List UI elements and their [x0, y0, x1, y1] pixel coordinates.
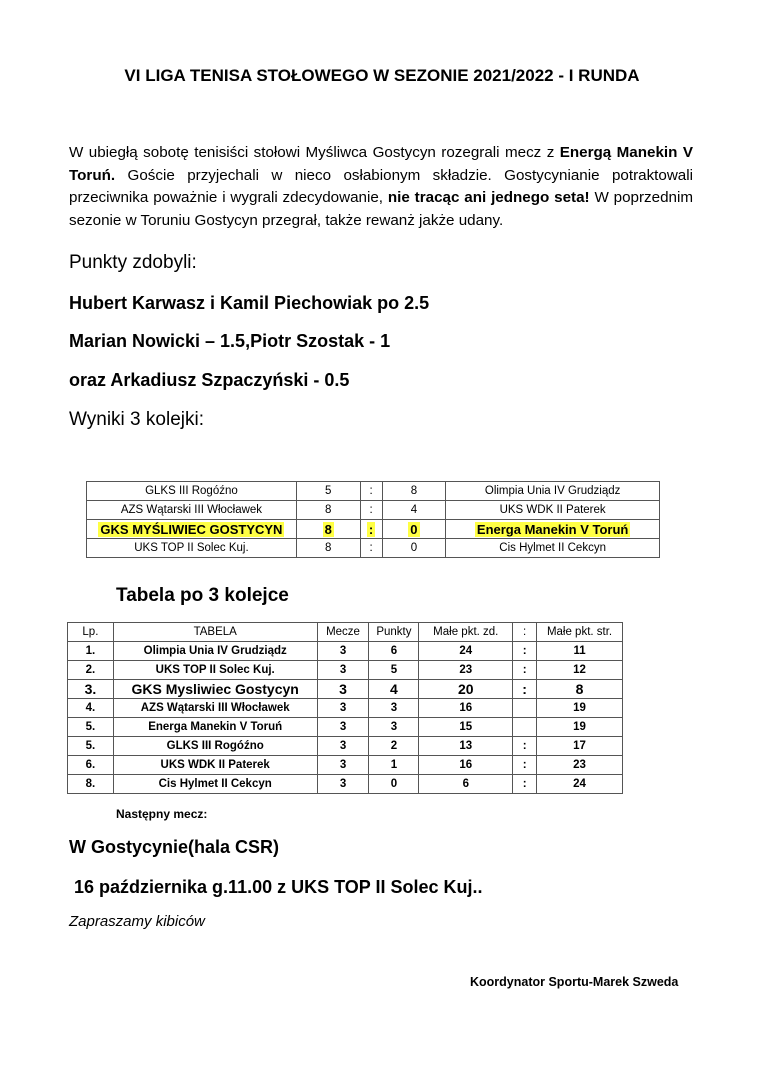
small-points-won-cell: 20 — [419, 680, 513, 699]
separator-cell: : — [513, 661, 537, 680]
table-row — [68, 718, 623, 737]
separator-cell: : — [513, 737, 537, 756]
home-score: 8 — [324, 521, 332, 537]
points-label: Punkty zdobyli: — [69, 252, 197, 273]
away-team: UKS WDK II Paterek — [446, 501, 660, 520]
matches-cell: 3 — [317, 661, 369, 680]
small-points-lost-cell: 19 — [537, 699, 623, 718]
rank-cell: 5. — [68, 737, 114, 756]
scorer-line: Marian Nowicki – 1.5,Piotr Szostak - 1 — [69, 331, 391, 351]
away-team: Olimpia Unia IV Grudziądz — [446, 482, 660, 501]
page-title: VI LIGA TENISA STOŁOWEGO W SEZONIE 2021/2022 - I RUNDA — [124, 66, 640, 85]
table-header-row — [68, 623, 623, 642]
separator-cell: : — [513, 756, 537, 775]
team-cell: UKS TOP II Solec Kuj. — [113, 661, 317, 680]
home-score: 8 — [296, 501, 360, 520]
away-score: 8 — [382, 482, 446, 501]
matches-cell: 3 — [317, 642, 369, 661]
small-points-lost-cell: 24 — [537, 775, 623, 794]
header-cell: TABELA — [113, 623, 317, 642]
header-cell: Mecze — [317, 623, 369, 642]
small-points-won-cell: 16 — [419, 756, 513, 775]
home-score: 5 — [296, 482, 360, 501]
away-team: Energa Manekin V Toruń — [476, 521, 629, 537]
invitation-text: Zapraszamy kibiców — [69, 913, 205, 930]
rank-cell: 6. — [68, 756, 114, 775]
away-team: Cis Hylmet II Cekcyn — [446, 539, 660, 558]
separator-cell — [513, 699, 537, 718]
small-points-won-cell: 16 — [419, 699, 513, 718]
small-points-won-cell: 24 — [419, 642, 513, 661]
matches-cell: 3 — [317, 718, 369, 737]
para-text-2: Goście przyjechali w nieco osłabionym składzie. Gostycynianie potraktowali przeciwnika poważnie i wygrali zdecydowanie, — [69, 166, 693, 206]
away-score: 0 — [410, 521, 418, 537]
small-points-won-cell: 6 — [419, 775, 513, 794]
team-cell: Energa Manekin V Toruń — [113, 718, 317, 737]
table-row — [68, 699, 623, 718]
points-cell: 2 — [369, 737, 419, 756]
small-points-lost-cell: 23 — [537, 756, 623, 775]
small-points-won-cell: 15 — [419, 718, 513, 737]
table-row — [68, 775, 623, 794]
separator-cell: : — [513, 775, 537, 794]
header-cell: Małe pkt. str. — [537, 623, 623, 642]
venue-text: W Gostycynie(hala CSR) — [69, 837, 280, 857]
intro-paragraph — [69, 142, 693, 232]
home-team: GLKS III Rogóźno — [87, 482, 297, 501]
small-points-lost-cell: 11 — [537, 642, 623, 661]
small-points-lost-cell: 8 — [537, 680, 623, 699]
home-team: AZS Wątarski III Włocławek — [87, 501, 297, 520]
next-match-date: 16 października g.11.00 z UKS TOP II Solec Kuj.. — [74, 877, 483, 897]
points-cell: 3 — [369, 699, 419, 718]
small-points-lost-cell: 12 — [537, 661, 623, 680]
standings-title: Tabela po 3 kolejce — [116, 585, 289, 606]
rank-cell: 1. — [68, 642, 114, 661]
separator-cell — [513, 718, 537, 737]
rank-cell: 8. — [68, 775, 114, 794]
header-cell: Punkty — [369, 623, 419, 642]
small-points-won-cell: 13 — [419, 737, 513, 756]
results-label: Wyniki 3 kolejki: — [69, 409, 204, 430]
table-row — [87, 539, 660, 558]
points-cell: 0 — [369, 775, 419, 794]
coordinator-signature: Koordynator Sportu-Marek Szweda — [470, 975, 679, 989]
matches-cell: 3 — [317, 756, 369, 775]
para-text-1: W ubiegłą sobotę tenisiści stołowi Myśliwca Gostycyn rozegrali mecz z — [69, 144, 560, 161]
rank-cell: 3. — [68, 680, 114, 699]
team-cell: GLKS III Rogóźno — [113, 737, 317, 756]
table-row — [87, 482, 660, 501]
team-cell: GKS Mysliwiec Gostycyn — [113, 680, 317, 699]
points-cell: 1 — [369, 756, 419, 775]
points-cell: 4 — [369, 680, 419, 699]
scorer-line: Hubert Karwasz i Kamil Piechowiak po 2.5 — [69, 293, 430, 313]
table-row — [68, 661, 623, 680]
points-cell: 3 — [369, 718, 419, 737]
home-team: GKS MYŚLIWIEC GOSTYCYN — [100, 521, 283, 537]
away-score: 4 — [382, 501, 446, 520]
matches-cell: 3 — [317, 775, 369, 794]
small-points-won-cell: 23 — [419, 661, 513, 680]
table-row — [68, 756, 623, 775]
matches-cell: 3 — [317, 680, 369, 699]
para-bold-1: Energą Manekin V Toruń. — [69, 144, 693, 184]
para-text-3: W poprzednim sezonie w Toruniu Gostycyn przegrał, także rewanż jakże udany. — [69, 189, 693, 229]
points-cell: 5 — [369, 661, 419, 680]
score-separator: : — [368, 521, 374, 537]
table-row — [68, 737, 623, 756]
next-match-label: Następny mecz: — [116, 807, 208, 821]
rank-cell: 2. — [68, 661, 114, 680]
para-bold-2: nie tracąc ani jednego seta! — [387, 189, 590, 206]
rank-cell: 5. — [68, 718, 114, 737]
matches-cell: 3 — [317, 699, 369, 718]
small-points-lost-cell: 19 — [537, 718, 623, 737]
separator-cell: : — [513, 642, 537, 661]
separator-cell: : — [513, 680, 537, 699]
header-cell: Lp. — [68, 623, 114, 642]
points-cell: 6 — [369, 642, 419, 661]
table-row-highlighted — [87, 520, 660, 539]
scorer-line: oraz Arkadiusz Szpaczyński - 0.5 — [69, 370, 350, 390]
score-separator: : — [360, 539, 382, 558]
table-row — [87, 501, 660, 520]
team-cell: Cis Hylmet II Cekcyn — [113, 775, 317, 794]
standings-table — [67, 622, 623, 794]
results-table — [86, 481, 660, 558]
score-separator: : — [360, 482, 382, 501]
home-score: 8 — [296, 539, 360, 558]
team-cell: AZS Wątarski III Włocławek — [113, 699, 317, 718]
team-cell: UKS WDK II Paterek — [113, 756, 317, 775]
home-team: UKS TOP II Solec Kuj. — [87, 539, 297, 558]
score-separator: : — [360, 501, 382, 520]
table-row — [68, 642, 623, 661]
away-score: 0 — [382, 539, 446, 558]
header-cell: : — [513, 623, 537, 642]
small-points-lost-cell: 17 — [537, 737, 623, 756]
team-cell: Olimpia Unia IV Grudziądz — [113, 642, 317, 661]
matches-cell: 3 — [317, 737, 369, 756]
header-cell: Małe pkt. zd. — [419, 623, 513, 642]
table-row — [68, 680, 623, 699]
rank-cell: 4. — [68, 699, 114, 718]
